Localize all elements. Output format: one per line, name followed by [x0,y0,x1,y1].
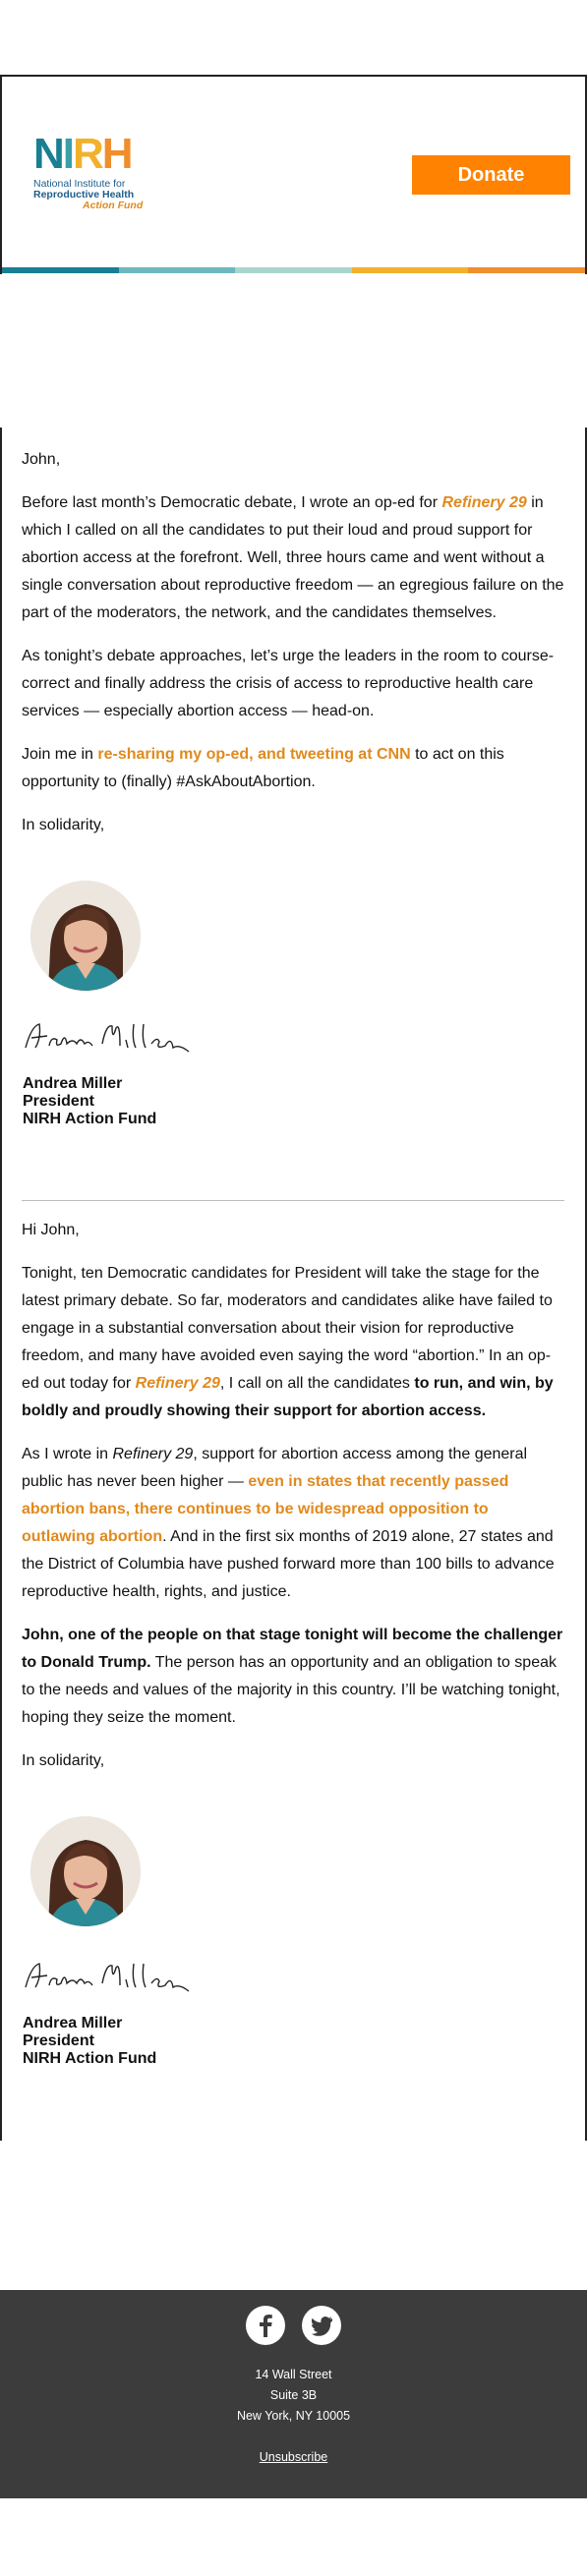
color-stripe [2,267,585,273]
email1-signature-block [23,1075,156,1128]
refinery29-link[interactable]: Refinery 29 [441,494,527,511]
address-line1: 14 Wall Street [255,2368,332,2381]
email2-closing: In solidarity, [22,1752,105,1769]
email1-paragraph2: As tonight’s debate approaches, let’s urge the leaders in the room to course-correct and finally address the crisis of access to reproductive health care services — especially abortion access — head-on. [22,648,555,719]
spacer [0,274,587,428]
address-line3: New York, NY 10005 [236,2409,351,2423]
email2-paragraph2: As I wrote in Refinery 29, support for abortion access among the general public has never been higher — even in states that recently passed abortion bans, there continues to be widespread opposition to outlawing abortion. And in the first six months of 2019 alone, 27 states and the District of Columbia have pushed forward more than 100 bills to advance reproductive health, rights, and justice. [22,1446,555,1600]
logo-letters: NIRH [33,130,132,178]
email1-closing: In solidarity, [22,817,105,833]
donate-button[interactable]: Donate [412,155,570,195]
signer-org-2: NIRH Action Fund [23,2050,157,2067]
signer-name-2: Andrea Miller [23,2015,123,2032]
signer-title: President [23,1093,94,1110]
logo-line1: National Institute for [33,178,126,190]
refinery29-link-2[interactable]: Refinery 29 [135,1375,220,1392]
reshare-op-ed-link[interactable]: re-sharing my op-ed, and tweeting at CNN [97,746,411,763]
twitter-icon[interactable] [302,2306,341,2345]
signature-image-2 [22,1958,194,1997]
email1-paragraph3: Join me in re-sharing my op-ed, and tweeting at CNN to act on this opportunity to (finally) #AskAboutAbortion. [22,746,504,790]
signer-title-2: President [23,2032,94,2049]
email-footer [0,2290,587,2498]
email2-signature-block [23,2015,156,2068]
signature-image [22,1018,194,1058]
email2-paragraph3: John, one of the people on that stage tonight will become the challenger to Donald Trump. The person has an opportunity and an obligation to speak to the needs and values of the majority in this country. I’ll be watching tonight, hoping they seize the moment. [22,1627,563,1726]
logo-subtitle [33,179,143,211]
logo-line2: Reproductive Health [33,189,135,200]
signer-name: Andrea Miller [23,1075,123,1092]
email1-body [22,446,564,855]
address-line2: Suite 3B [269,2388,318,2402]
andrea-miller-portrait-2 [30,1816,141,1926]
andrea-miller-portrait [30,881,141,991]
email2-greeting: Hi John, [22,1222,80,1238]
email1-paragraph1: Before last month’s Democratic debate, I wrote an op-ed for Refinery 29 in which I called on all the candidates to put their loud and proud support for abortion access at the forefront. Well, three hours came and went without a single conversation about reproductive freedom — an egregious failure on the part of the moderators, the network, and the candidates themselves. [22,494,564,621]
email2-body [22,1217,564,1791]
unsubscribe-link[interactable]: Unsubscribe [259,2450,328,2464]
email2-paragraph1: Tonight, ten Democratic candidates for President will take the stage for the latest primary debate. So far, moderators and candidates alike have failed to engage in a substantial conversation about their vision for reproductive freedom, and many have avoided even saying the word “abortion.” In an op-ed out today for Refinery 29, I call on all the candidates to run, and win, by boldly and proudly showing their support for abortion access. [22,1265,554,1419]
nirh-logo[interactable] [33,132,151,220]
email1-greeting: John, [22,451,61,468]
divider [22,1200,564,1201]
logo-line3: Action Fund [83,200,144,211]
facebook-icon[interactable] [246,2306,285,2345]
signer-org: NIRH Action Fund [23,1111,157,1127]
abortion-bans-link[interactable]: even in states that recently passed abortion bans, there continues to be widespread opposition to outlawing abortion [22,1473,509,1545]
